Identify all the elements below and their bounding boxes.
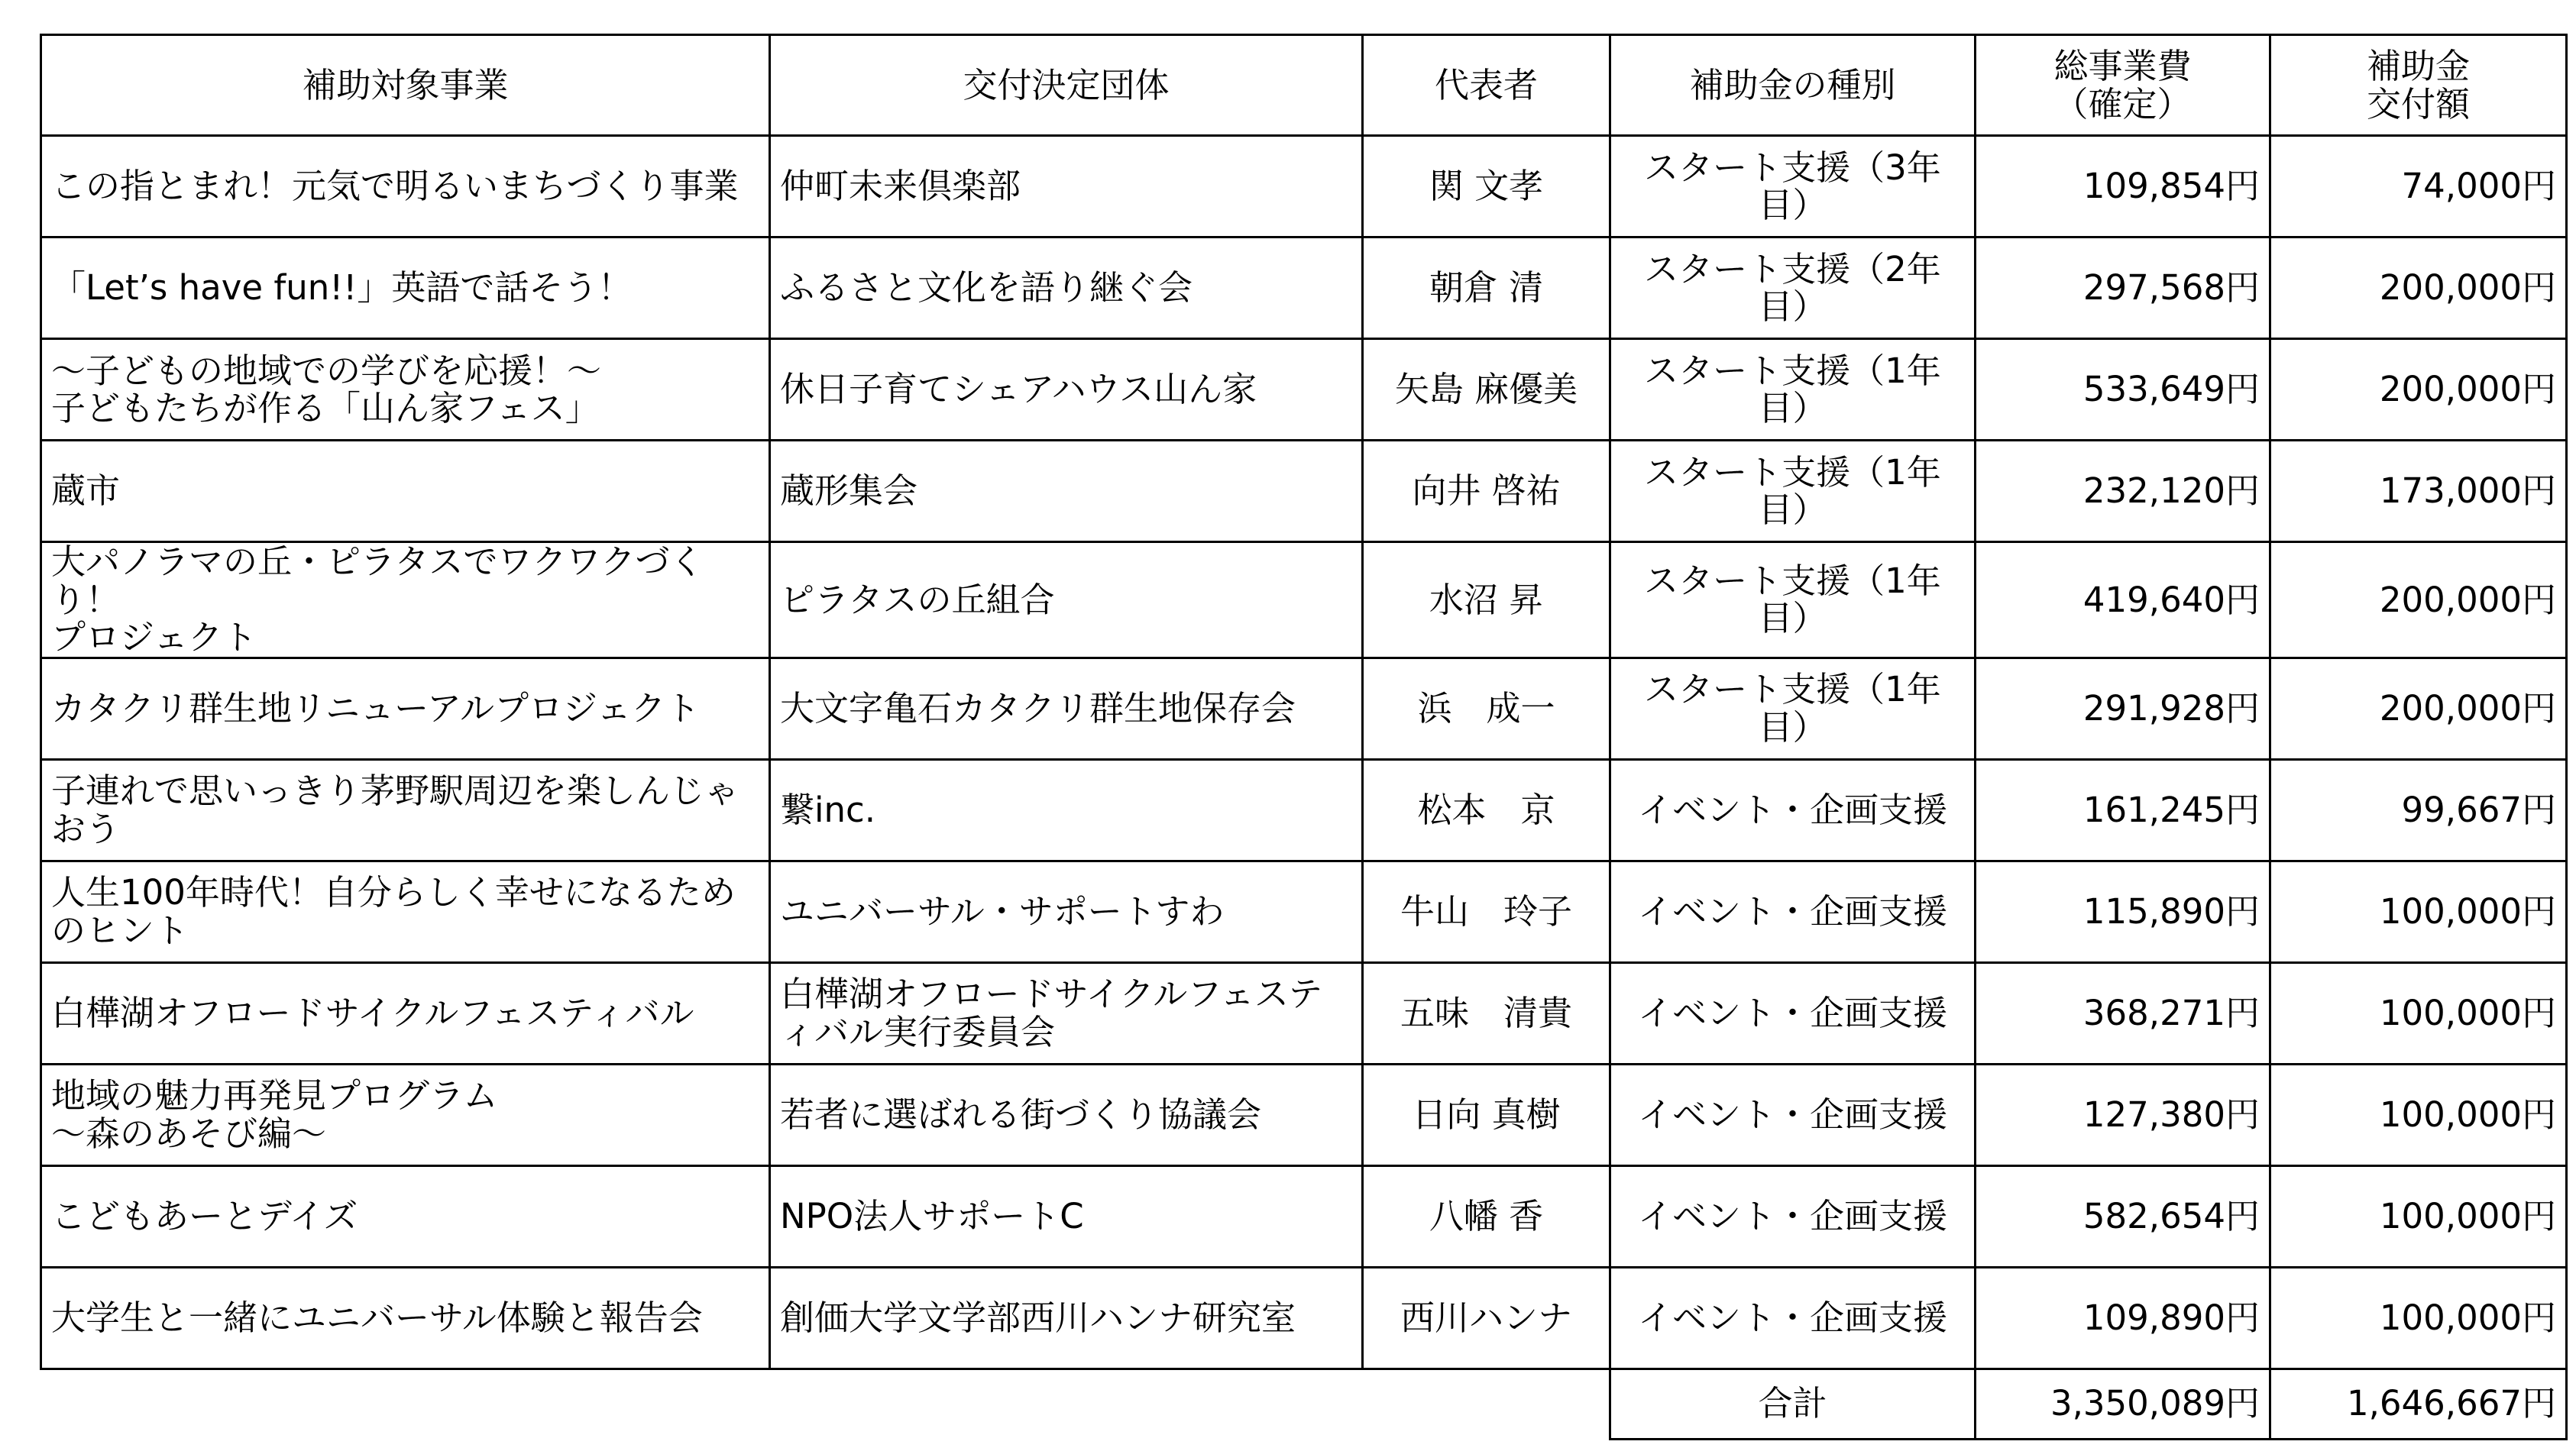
cell-total-cost: 109,890円 <box>1976 1267 2270 1369</box>
cell-grant-amount: 100,000円 <box>2270 1267 2567 1369</box>
cell-representative: 五味 清貴 <box>1363 962 1610 1064</box>
cell-total-cost: 232,120円 <box>1976 441 2270 542</box>
cell-project: ～子どもの地域での学びを応援！～ 子どもたちが作る「山ん家フェス」 <box>41 339 770 441</box>
cell-organization: ふるさと文化を語り継ぐ会 <box>770 238 1363 339</box>
cell-total-cost: 297,568円 <box>1976 238 2270 339</box>
cell-grant-amount: 99,667円 <box>2270 759 2567 861</box>
table-row <box>41 861 2567 962</box>
cell-grant-amount: 200,000円 <box>2270 238 2567 339</box>
cell-grant-amount: 100,000円 <box>2270 861 2567 962</box>
header-total-cost: 総事業費 （確定） <box>1976 35 2270 136</box>
cell-project: 蔵市 <box>41 441 770 542</box>
cell-total-cost: 161,245円 <box>1976 759 2270 861</box>
cell-grant-amount: 74,000円 <box>2270 136 2567 238</box>
header-organization: 交付決定団体 <box>770 35 1363 136</box>
cell-subsidy-type: イベント・企画支援 <box>1610 1267 1976 1369</box>
cell-grant-amount: 100,000円 <box>2270 962 2567 1064</box>
cell-subsidy-type: イベント・企画支援 <box>1610 759 1976 861</box>
table-row <box>41 1165 2567 1267</box>
cell-subsidy-type: イベント・企画支援 <box>1610 1064 1976 1165</box>
total-cost-sum: 3,350,089円 <box>1976 1369 2270 1439</box>
cell-organization: 創価大学文学部西川ハンナ研究室 <box>770 1267 1363 1369</box>
cell-representative: 西川ハンナ <box>1363 1267 1610 1369</box>
cell-subsidy-type: スタート支援（1年目） <box>1610 658 1976 759</box>
cell-subsidy-type: スタート支援（1年目） <box>1610 441 1976 542</box>
total-label: 合計 <box>1610 1369 1976 1439</box>
cell-organization: 休日子育てシェアハウス山ん家 <box>770 339 1363 441</box>
table-row <box>41 441 2567 542</box>
cell-grant-amount: 200,000円 <box>2270 339 2567 441</box>
cell-organization: 蔵形集会 <box>770 441 1363 542</box>
cell-total-cost: 109,854円 <box>1976 136 2270 238</box>
cell-total-cost: 127,380円 <box>1976 1064 2270 1165</box>
cell-total-cost: 419,640円 <box>1976 542 2270 658</box>
header-representative: 代表者 <box>1363 35 1610 136</box>
cell-representative: 松本 京 <box>1363 759 1610 861</box>
table-row <box>41 238 2567 339</box>
header-project: 補助対象事業 <box>41 35 770 136</box>
header-type: 補助金の種別 <box>1610 35 1976 136</box>
cell-project: 人生100年時代！自分らしく幸せになるためのヒント <box>41 861 770 962</box>
cell-subsidy-type: スタート支援（2年目） <box>1610 238 1976 339</box>
total-row-blank <box>41 1369 1610 1439</box>
cell-organization: NPO法人サポートC <box>770 1165 1363 1267</box>
cell-project: 地域の魅力再発見プログラム ～森のあそび編～ <box>41 1064 770 1165</box>
cell-representative: 向井 啓祐 <box>1363 441 1610 542</box>
cell-representative: 牛山 玲子 <box>1363 861 1610 962</box>
table-row <box>41 339 2567 441</box>
cell-subsidy-type: スタート支援（1年目） <box>1610 339 1976 441</box>
cell-subsidy-type: スタート支援（3年目） <box>1610 136 1976 238</box>
cell-organization: 大文字亀石カタクリ群生地保存会 <box>770 658 1363 759</box>
cell-subsidy-type: イベント・企画支援 <box>1610 1165 1976 1267</box>
cell-organization: 仲町未来倶楽部 <box>770 136 1363 238</box>
subsidy-table <box>40 34 2568 1440</box>
table-row <box>41 1267 2567 1369</box>
cell-representative: 関 文孝 <box>1363 136 1610 238</box>
cell-grant-amount: 173,000円 <box>2270 441 2567 542</box>
cell-grant-amount: 200,000円 <box>2270 542 2567 658</box>
cell-total-cost: 115,890円 <box>1976 861 2270 962</box>
header-grant: 補助金 交付額 <box>2270 35 2567 136</box>
grant-sum: 1,646,667円 <box>2270 1369 2567 1439</box>
cell-organization: ユニバーサル・サポートすわ <box>770 861 1363 962</box>
table-row <box>41 1064 2567 1165</box>
header-row <box>41 35 2567 136</box>
table-row <box>41 962 2567 1064</box>
cell-grant-amount: 100,000円 <box>2270 1165 2567 1267</box>
cell-organization: ピラタスの丘組合 <box>770 542 1363 658</box>
cell-project: 子連れで思いっきり茅野駅周辺を楽しんじゃおう <box>41 759 770 861</box>
cell-total-cost: 582,654円 <box>1976 1165 2270 1267</box>
cell-representative: 日向 真樹 <box>1363 1064 1610 1165</box>
cell-representative: 八幡 香 <box>1363 1165 1610 1267</box>
total-row <box>41 1369 2567 1439</box>
cell-total-cost: 368,271円 <box>1976 962 2270 1064</box>
cell-project: この指とまれ！元気で明るいまちづくり事業 <box>41 136 770 238</box>
table-body <box>41 136 2567 1369</box>
table-row <box>41 136 2567 238</box>
cell-project: 大パノラマの丘・ピラタスでワクワクづくり！ プロジェクト <box>41 542 770 658</box>
table-row <box>41 542 2567 658</box>
table-row <box>41 759 2567 861</box>
table-row <box>41 658 2567 759</box>
cell-total-cost: 291,928円 <box>1976 658 2270 759</box>
cell-representative: 水沼 昇 <box>1363 542 1610 658</box>
cell-grant-amount: 100,000円 <box>2270 1064 2567 1165</box>
cell-organization: 白樺湖オフロードサイクルフェスティバル実行委員会 <box>770 962 1363 1064</box>
cell-subsidy-type: イベント・企画支援 <box>1610 962 1976 1064</box>
cell-organization: 繋inc. <box>770 759 1363 861</box>
cell-representative: 朝倉 清 <box>1363 238 1610 339</box>
cell-project: カタクリ群生地リニューアルプロジェクト <box>41 658 770 759</box>
cell-project: 「Let’s have fun!!」英語で話そう！ <box>41 238 770 339</box>
cell-representative: 矢島 麻優美 <box>1363 339 1610 441</box>
cell-project: こどもあーとデイズ <box>41 1165 770 1267</box>
cell-project: 大学生と一緒にユニバーサル体験と報告会 <box>41 1267 770 1369</box>
cell-subsidy-type: スタート支援（1年目） <box>1610 542 1976 658</box>
cell-subsidy-type: イベント・企画支援 <box>1610 861 1976 962</box>
cell-project: 白樺湖オフロードサイクルフェスティバル <box>41 962 770 1064</box>
cell-organization: 若者に選ばれる街づくり協議会 <box>770 1064 1363 1165</box>
cell-representative: 浜 成一 <box>1363 658 1610 759</box>
cell-total-cost: 533,649円 <box>1976 339 2270 441</box>
cell-grant-amount: 200,000円 <box>2270 658 2567 759</box>
